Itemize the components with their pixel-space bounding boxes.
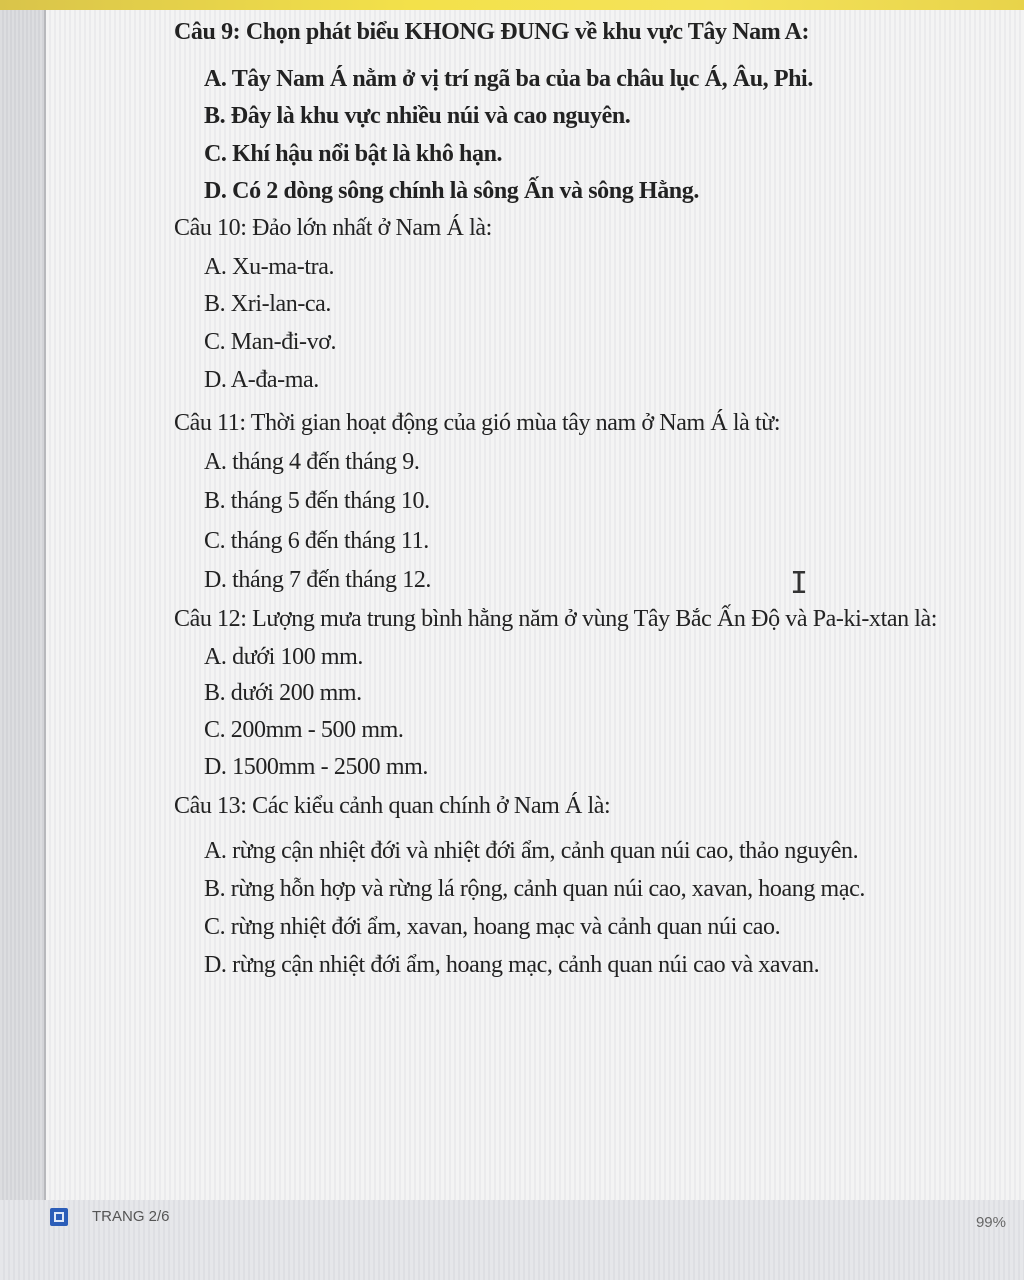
ribbon-edge <box>0 0 1024 10</box>
question-13-option-d: D. rừng cận nhiệt đới ẩm, hoang mạc, cảnh quan núi cao và xavan. <box>204 952 820 978</box>
question-13: Câu 13: Các kiểu cảnh quan chính ở Nam Á là: <box>174 793 611 819</box>
question-10-option-b: B. Xri-lan-ca. <box>204 291 332 317</box>
question-11-option-c: C. tháng 6 đến tháng 11. <box>204 528 429 554</box>
question-11-option-a: A. tháng 4 đến tháng 9. <box>204 449 420 475</box>
question-10-option-c: C. Man-đi-vơ. <box>204 329 337 355</box>
question-9: Câu 9: Chọn phát biểu KHONG ĐUNG về khu vực Tây Nam A: <box>174 19 810 45</box>
question-9-option-a: A. Tây Nam Á nằm ở vị trí ngã ba của ba châu lục Á, Âu, Phi. <box>204 66 813 92</box>
zoom-level[interactable]: 99% <box>975 1214 1006 1231</box>
question-13-option-c: C. rừng nhiệt đới ẩm, xavan, hoang mạc và cảnh quan núi cao. <box>204 914 781 940</box>
question-13-option-a: A. rừng cận nhiệt đới và nhiệt đới ẩm, cảnh quan núi cao, thảo nguyên. <box>204 838 859 864</box>
question-10: Câu 10: Đảo lớn nhất ở Nam Á là: <box>174 215 492 241</box>
question-11-option-d: D. tháng 7 đến tháng 12. <box>204 567 432 593</box>
question-13-option-b: B. rừng hỗn hợp và rừng lá rộng, cảnh quan núi cao, xavan, hoang mạc. <box>204 876 865 902</box>
text-cursor-icon: I <box>790 566 809 601</box>
question-9-option-d: D. Có 2 dòng sông chính là sông Ấn và sông Hằng. <box>204 178 699 204</box>
left-margin-gutter <box>0 10 44 1200</box>
question-12-option-a: A. dưới 100 mm. <box>204 644 364 670</box>
word-document-icon[interactable] <box>50 1208 68 1226</box>
question-12-option-c: C. 200mm - 500 mm. <box>204 717 404 743</box>
page-number-indicator[interactable]: TRANG 2/6 <box>92 1208 170 1225</box>
question-9-option-b: B. Đây là khu vực nhiều núi và cao nguyên. <box>204 103 631 129</box>
question-12-option-b: B. dưới 200 mm. <box>204 680 362 706</box>
question-12: Câu 12: Lượng mưa trung bình hằng năm ở vùng Tây Bắc Ấn Độ và Pa-ki-xtan là: <box>174 606 938 632</box>
question-12-option-d: D. 1500mm - 2500 mm. <box>204 754 428 780</box>
document-page[interactable] <box>44 10 1024 1200</box>
question-10-option-d: D. A-đa-ma. <box>204 367 319 393</box>
status-bar <box>0 1200 1024 1280</box>
question-11-option-b: B. tháng 5 đến tháng 10. <box>204 488 430 514</box>
question-10-option-a: A. Xu-ma-tra. <box>204 254 335 280</box>
question-11: Câu 11: Thời gian hoạt động của gió mùa tây nam ở Nam Á là từ: <box>174 410 781 436</box>
question-9-option-c: C. Khí hậu nổi bật là khô hạn. <box>204 141 503 167</box>
